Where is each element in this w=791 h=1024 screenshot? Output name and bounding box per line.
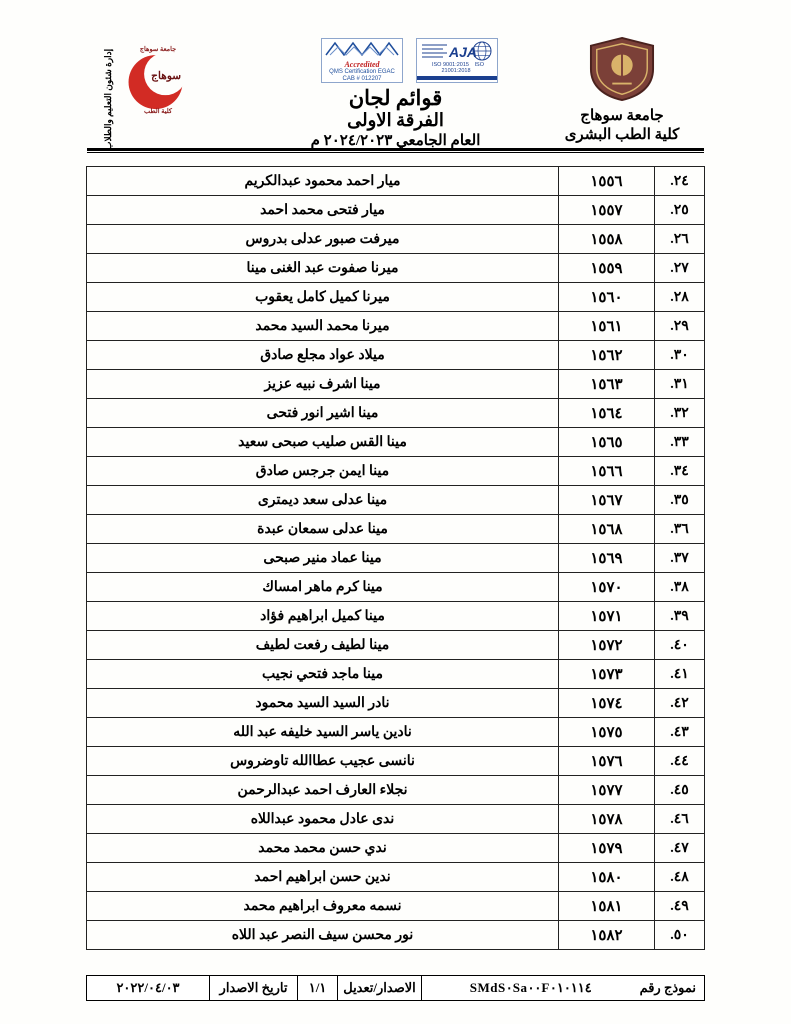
- row-number-cell: ٢٧.: [655, 254, 705, 283]
- student-name-cell: مينا عماد منير صبحى: [87, 544, 559, 573]
- row-number-cell: ٢٥.: [655, 196, 705, 225]
- student-name-cell: نور محسن سيف النصر عبد اللاه: [87, 921, 559, 950]
- row-number-cell: ٣٥.: [655, 486, 705, 515]
- crescent-logo-calligraphy: سوهاج: [151, 70, 182, 82]
- footer-date-label: تاريخ الاصدار: [210, 976, 298, 1000]
- footer-model-cell: [422, 976, 704, 1000]
- header-divider: [87, 148, 704, 153]
- university-shield-logo: [583, 36, 661, 102]
- grade-title: الفرقة الاولى: [347, 110, 444, 131]
- footer-date-value: ٢٠٢٢/٠٤/٠٣: [87, 976, 210, 1000]
- row-number-cell: ٢٤.: [655, 167, 705, 196]
- row-number-cell: ٣٦.: [655, 515, 705, 544]
- table-row: [87, 602, 705, 631]
- document-title: قوائم لجان: [348, 86, 443, 110]
- student-name-cell: مينا كرم ماهر امساك: [87, 573, 559, 602]
- table-row: [87, 283, 705, 312]
- seat-number-cell: ١٥٧٤: [559, 689, 655, 718]
- seat-number-cell: ١٥٨٠: [559, 863, 655, 892]
- model-number-code: SMdS٠Sa٠٠F٠١٠١١٤: [469, 980, 592, 995]
- seat-number-cell: ١٥٥٨: [559, 225, 655, 254]
- table-row: [87, 486, 705, 515]
- student-name-cell: نانسى عجيب عطاالله تاوضروس: [87, 747, 559, 776]
- aja-iso-line2: ISO 21001:2018: [441, 62, 485, 75]
- student-name-cell: مينا عدلى سعد ديمترى: [87, 486, 559, 515]
- faculty-crescent-logo: [117, 42, 199, 114]
- seat-number-cell: ١٥٧٦: [559, 747, 655, 776]
- student-name-cell: ميار فتحى محمد احمد: [87, 196, 559, 225]
- university-header-block: [543, 36, 701, 145]
- student-name-cell: مينا القس صليب صبحى سعيد: [87, 428, 559, 457]
- table-row: [87, 805, 705, 834]
- egac-accredited-text: Accredited: [344, 60, 380, 69]
- student-name-cell: ندي حسن محمد محمد: [87, 834, 559, 863]
- row-number-cell: ٣٢.: [655, 399, 705, 428]
- student-name-cell: مينا ماجد فتحي نجيب: [87, 660, 559, 689]
- table-row: [87, 428, 705, 457]
- crescent-logo-top-text: جامعة سوهاج: [139, 46, 177, 53]
- student-name-cell: ميرفت صبور عدلى بدروس: [87, 225, 559, 254]
- faculty-name: كلية الطب البشرى: [564, 126, 680, 143]
- table-row: [87, 254, 705, 283]
- row-number-cell: ٣٨.: [655, 573, 705, 602]
- student-roster-table: [86, 166, 705, 950]
- seat-number-cell: ١٥٦١: [559, 312, 655, 341]
- table-row: [87, 892, 705, 921]
- seat-number-cell: ١٥٦٦: [559, 457, 655, 486]
- accreditation-logos-row: [302, 38, 517, 83]
- table-row: [87, 457, 705, 486]
- seat-number-cell: ١٥٧٢: [559, 631, 655, 660]
- footer-issue-value: ١/١: [298, 976, 338, 1000]
- crescent-logo-bottom-text: كلية الطب: [144, 108, 172, 114]
- student-name-cell: ميرنا كميل كامل يعقوب: [87, 283, 559, 312]
- row-number-cell: ٣٤.: [655, 457, 705, 486]
- student-name-cell: ميلاد عواد مجلع صادق: [87, 341, 559, 370]
- seat-number-cell: ١٥٧١: [559, 602, 655, 631]
- row-number-cell: ٣٠.: [655, 341, 705, 370]
- row-number-cell: ٤٢.: [655, 689, 705, 718]
- aja-logo-text: AJA: [449, 44, 478, 60]
- table-row: [87, 544, 705, 573]
- egac-accreditation-logo: [321, 38, 403, 83]
- student-name-cell: نادر السيد السيد محمود: [87, 689, 559, 718]
- table-row: [87, 776, 705, 805]
- student-name-cell: مينا ايمن جرجس صادق: [87, 457, 559, 486]
- row-number-cell: ٥٠.: [655, 921, 705, 950]
- header-center-block: [288, 38, 503, 151]
- table-row: [87, 312, 705, 341]
- row-number-cell: ٢٨.: [655, 283, 705, 312]
- seat-number-cell: ١٥٦٩: [559, 544, 655, 573]
- seat-number-cell: ١٥٦٨: [559, 515, 655, 544]
- table-row: [87, 631, 705, 660]
- academic-year-title: العام الجامعي ٢٠٢٤/٢٠٢٣ م: [310, 132, 481, 149]
- seat-number-cell: ١٥٦٤: [559, 399, 655, 428]
- table-row: [87, 341, 705, 370]
- department-vertical-label: إدارة شئون التعليم والطلاب: [103, 48, 113, 150]
- seat-number-cell: ١٥٧٣: [559, 660, 655, 689]
- table-row: [87, 196, 705, 225]
- seat-number-cell: ١٥٨٢: [559, 921, 655, 950]
- row-number-cell: ٣٣.: [655, 428, 705, 457]
- model-number-label: نموذج رقم: [639, 980, 696, 995]
- row-number-cell: ٤٠.: [655, 631, 705, 660]
- seat-number-cell: ١٥٧٧: [559, 776, 655, 805]
- faculty-logo-block: [116, 42, 200, 119]
- aja-logo-bar: [417, 76, 497, 80]
- table-row: [87, 370, 705, 399]
- seat-number-cell: ١٥٧٥: [559, 718, 655, 747]
- student-name-cell: نجلاء العارف احمد عبدالرحمن: [87, 776, 559, 805]
- seat-number-cell: ١٥٧٠: [559, 573, 655, 602]
- table-row: [87, 921, 705, 950]
- row-number-cell: ٤٦.: [655, 805, 705, 834]
- table-row: [87, 863, 705, 892]
- table-row: [87, 515, 705, 544]
- row-number-cell: ٣٧.: [655, 544, 705, 573]
- table-row: [87, 167, 705, 196]
- table-row: [87, 834, 705, 863]
- table-row: [87, 573, 705, 602]
- student-name-cell: ميرنا محمد السيد محمد: [87, 312, 559, 341]
- seat-number-cell: ١٥٧٩: [559, 834, 655, 863]
- student-name-cell: نادين ياسر السيد خليفه عبد الله: [87, 718, 559, 747]
- seat-number-cell: ١٥٥٦: [559, 167, 655, 196]
- student-name-cell: ميرنا صفوت عبد الغنى مينا: [87, 254, 559, 283]
- seat-number-cell: ١٥٨١: [559, 892, 655, 921]
- row-number-cell: ٤٨.: [655, 863, 705, 892]
- egac-mountains-icon: [325, 40, 399, 56]
- university-name: جامعة سوهاج: [580, 108, 664, 124]
- student-name-cell: نسمه معروف ابراهيم محمد: [87, 892, 559, 921]
- seat-number-cell: ١٥٥٩: [559, 254, 655, 283]
- seat-number-cell: ١٥٦٣: [559, 370, 655, 399]
- student-name-cell: مينا اشرف نبيه عزيز: [87, 370, 559, 399]
- student-table-body: [87, 167, 705, 950]
- seat-number-cell: ١٥٦٠: [559, 283, 655, 312]
- row-number-cell: ٤١.: [655, 660, 705, 689]
- row-number-cell: ٣١.: [655, 370, 705, 399]
- table-row: [87, 660, 705, 689]
- seat-number-cell: ١٥٦٧: [559, 486, 655, 515]
- row-number-cell: ٤٤.: [655, 747, 705, 776]
- student-name-cell: ميار احمد محمود عبدالكريم: [87, 167, 559, 196]
- student-name-cell: مينا عدلى سمعان عبدة: [87, 515, 559, 544]
- student-name-cell: مينا كميل ابراهيم فؤاد: [87, 602, 559, 631]
- table-row: [87, 747, 705, 776]
- student-name-cell: مينا لطيف رفعت لطيف: [87, 631, 559, 660]
- aja-iso-lines: [417, 62, 497, 74]
- egac-cert-line1: QMS Certification EGAC: [329, 69, 395, 75]
- table-row: [87, 689, 705, 718]
- table-row: [87, 399, 705, 428]
- aja-accreditation-logo: [416, 38, 498, 83]
- seat-number-cell: ١٥٥٧: [559, 196, 655, 225]
- row-number-cell: ٤٣.: [655, 718, 705, 747]
- table-row: [87, 718, 705, 747]
- row-number-cell: ٤٩.: [655, 892, 705, 921]
- seat-number-cell: ١٥٧٨: [559, 805, 655, 834]
- footer-issue-label: الاصدار/تعديل: [338, 976, 422, 1000]
- student-name-cell: ندى عادل محمود عبداللاه: [87, 805, 559, 834]
- row-number-cell: ٤٥.: [655, 776, 705, 805]
- footer-bar: [86, 975, 705, 1001]
- row-number-cell: ٣٩.: [655, 602, 705, 631]
- row-number-cell: ٢٩.: [655, 312, 705, 341]
- table-row: [87, 225, 705, 254]
- aja-iso-line1: ISO 9001:2015: [431, 62, 469, 68]
- aja-globe-icon: [421, 40, 493, 62]
- student-name-cell: مينا اشير انور فتحى: [87, 399, 559, 428]
- seat-number-cell: ١٥٦٥: [559, 428, 655, 457]
- row-number-cell: ٤٧.: [655, 834, 705, 863]
- egac-cert-line2: CAB # 012207: [342, 75, 382, 82]
- seat-number-cell: ١٥٦٢: [559, 341, 655, 370]
- student-name-cell: ندين حسن ابراهيم احمد: [87, 863, 559, 892]
- row-number-cell: ٢٦.: [655, 225, 705, 254]
